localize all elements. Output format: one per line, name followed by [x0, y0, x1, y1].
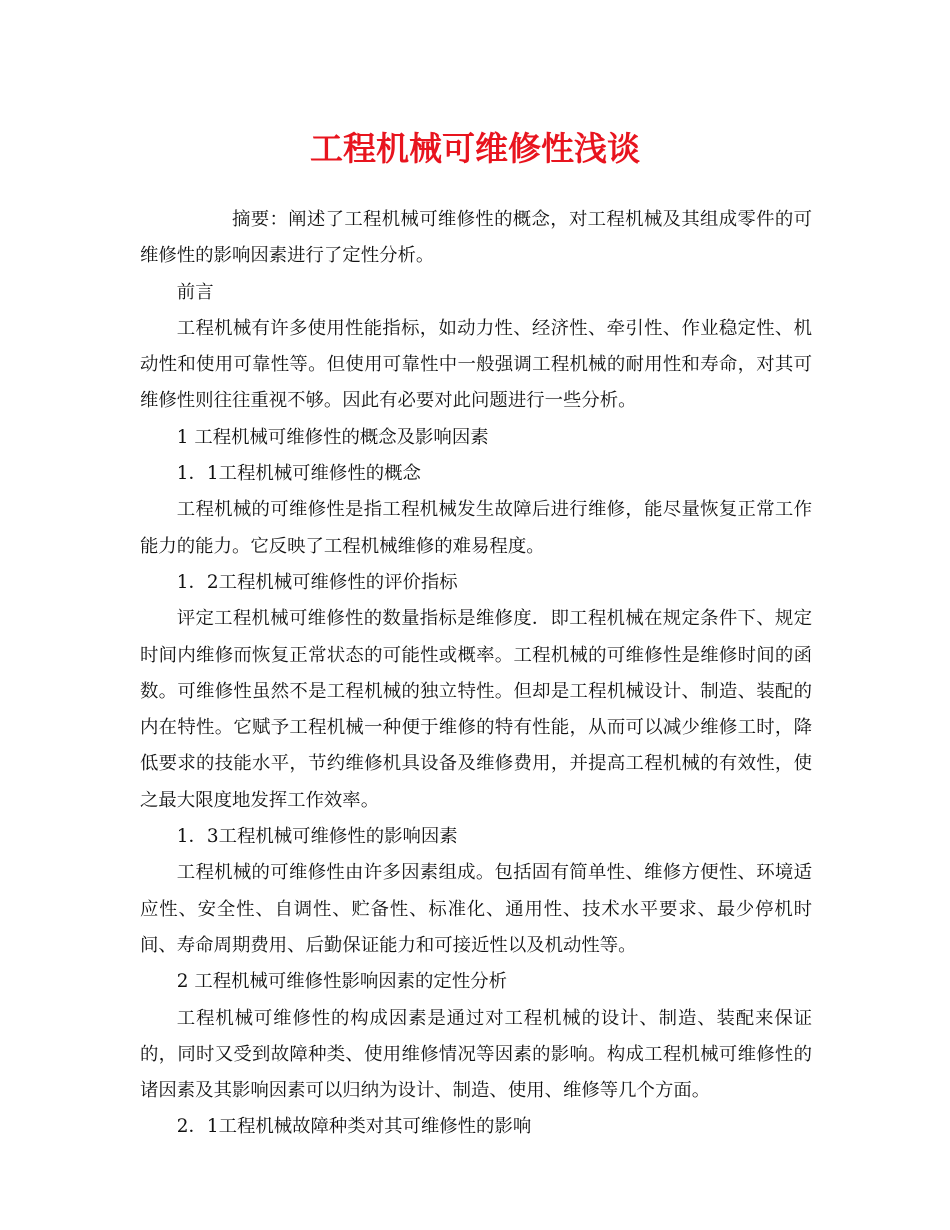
abstract-paragraph: 摘要：阐述了工程机械可维修性的概念，对工程机械及其组成零件的可维修性的影响因素进行了定性分析。	[140, 209, 812, 267]
body-paragraph: 工程机械可维修性的构成因素是通过对工程机械的设计、制造、装配来保证的，同时又受到故障种类、使用维修情况等因素的影响。构成工程机械可维修性的诸因素及其影响因素可以归纳为设计、制造、使用、维修等几个方面。	[140, 1007, 812, 1102]
section-heading-preface: 前言	[176, 281, 214, 303]
body-paragraph: 工程机械的可维修性由许多因素组成。包括固有简单性、维修方便性、环境适应性、安全性、自调性、贮备性、标准化、通用性、技术水平要求、最少停机时间、寿命周期费用、后勤保证能力和可接近性以及机动性等。	[140, 862, 812, 956]
section-heading-1: 1 工程机械可维修性的概念及影响因素	[176, 426, 489, 448]
section-heading-2: 2 工程机械可维修性影响因素的定性分析	[176, 971, 507, 993]
body-paragraph: 工程机械有许多使用性能指标，如动力性、经济性、牵引性、作业稳定性、机动性和使用可靠性等。但使用可靠性中一般强调工程机械的耐用性和寿命，对其可维修性则往往重视不够。因此有必要对此问题进行一些分析。	[140, 317, 812, 412]
subsection-heading-1-1: 1．1工程机械可维修性的概念	[176, 463, 421, 485]
subsection-heading-1-3: 1．3工程机械可维修性的影响因素	[176, 826, 458, 848]
subsection-heading-2-1: 2．1工程机械故障种类对其可维修性的影响	[176, 1116, 532, 1138]
document-body	[140, 202, 812, 1146]
document-title: 工程机械可维修性浅谈	[310, 129, 640, 168]
body-paragraph: 工程机械的可维修性是指工程机械发生故障后进行维修，能尽量恢复正常工作能力的能力。它反映了工程机械维修的难易程度。	[140, 499, 812, 557]
body-paragraph: 评定工程机械可维修性的数量指标是维修度．即工程机械在规定条件下、规定时间内维修而恢复正常状态的可能性或概率。工程机械的可维修性是维修时间的函数。可维修性虽然不是工程机械的独立特性。但却是工程机械设计、制造、装配的内在特性。它赋予工程机械一种便于维修的特有性能，从而可以减少维修工时，降低要求的技能水平，节约维修机具设备及维修费用，并提高工程机械的有效性，使之最大限度地发挥工作效率。	[140, 608, 812, 811]
subsection-heading-1-2: 1．2工程机械可维修性的评价指标	[176, 571, 458, 593]
